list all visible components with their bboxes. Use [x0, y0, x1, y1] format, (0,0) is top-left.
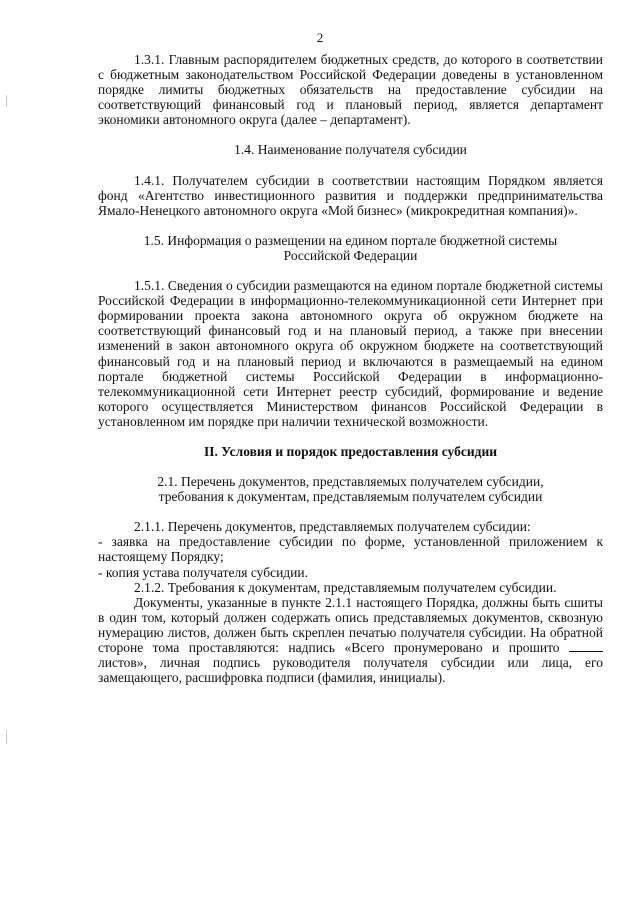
heading-2-1 — [98, 474, 603, 504]
requirements-text-start: Документы, указанные в пункте 2.1.1 настоящего Порядка, должны быть сшиты в один том, который должен содержать опись представляемых документов, сквозную нумерацию листов, должен быть скреплен печатью получателя субсидии. На обратной стороне тома проставляются: надпись «Всего пронумеровано и прошито — [98, 594, 603, 655]
heading-2-1-line2: требования к документам, представляемым получателем субсидии — [158, 489, 543, 505]
paragraph-2-1-2: 2.1.2. Требования к документам, представляемым получателем субсидии. — [134, 579, 557, 595]
heading-1-5-line1: 1.5. Информация о размещении на едином портале бюджетной системы — [143, 232, 558, 248]
sheet-count-blank — [569, 641, 603, 652]
heading-1-5 — [98, 233, 603, 263]
document-body — [98, 52, 603, 685]
heading-1-5-line2: Российской Федерации — [283, 247, 418, 263]
list-item-charter-copy: - копия устава получателя субсидии. — [98, 564, 308, 580]
paragraph-1-4-1: 1.4.1. Получателем субсидии в соответствии настоящим Порядком является фонд «Агентство инвестиционного развития и поддержки предпринимательства Ямало-Ненецкого автономного округа «Мой бизнес» (микрокредитная компания)». — [98, 172, 603, 218]
requirements-text-end: листов», личная подпись руководителя получателя субсидии или лица, его замещающего, расшифровка подписи (фамилия, инициалы). — [98, 655, 603, 686]
heading-2-1-line1: 2.1. Перечень документов, представляемых получателем субсидии, — [157, 474, 544, 490]
scan-margin-mark — [6, 730, 7, 744]
page-number: 2 — [316, 30, 324, 45]
paragraph-1-3-1: 1.3.1. Главным распорядителем бюджетных средств, до которого в соответствии с бюджетным законодательством Российской Федерации доведены в установленном порядке лимиты бюджетных обязательств на предоставление субсидии на соответствующий финансовый год и плановый период, является департамент экономики автономного округа (далее – департамент). — [98, 52, 603, 128]
scan-margin-mark — [6, 95, 7, 107]
section-ii-heading: II. Условия и порядок предоставления субсидии — [203, 443, 498, 459]
list-item-application: - заявка на предоставление субсидии по форме, установленной приложением к настоящему Порядку; — [98, 534, 603, 565]
paragraph-1-5-1: 1.5.1. Сведения о субсидии размещаются на едином портале бюджетной системы Российской Федерации в информационно-телекоммуникационной сети Интернет при формировании проекта закона автономного округа об окружном бюджете на соответствующий финансовый год и на плановый период, а также при внесении изменений в закон автономного округа об окружном бюджете на соответствующий финансовый год и на плановый период и включаются в размещаемый на едином портале бюджетной системы Российской Федерации в информационно-телекоммуникационной сети Интернет реестр субсидий, формирование и ведение которого осуществляется Министерством финансов Российской Федерации в установленном им порядке при наличии технической возможности. — [98, 278, 603, 429]
heading-1-4: 1.4. Наименование получателя субсидии — [234, 142, 467, 158]
paragraph-2-1-1: 2.1.1. Перечень документов, представляемых получателем субсидии: — [134, 519, 531, 535]
paragraph-document-requirements — [98, 595, 603, 686]
